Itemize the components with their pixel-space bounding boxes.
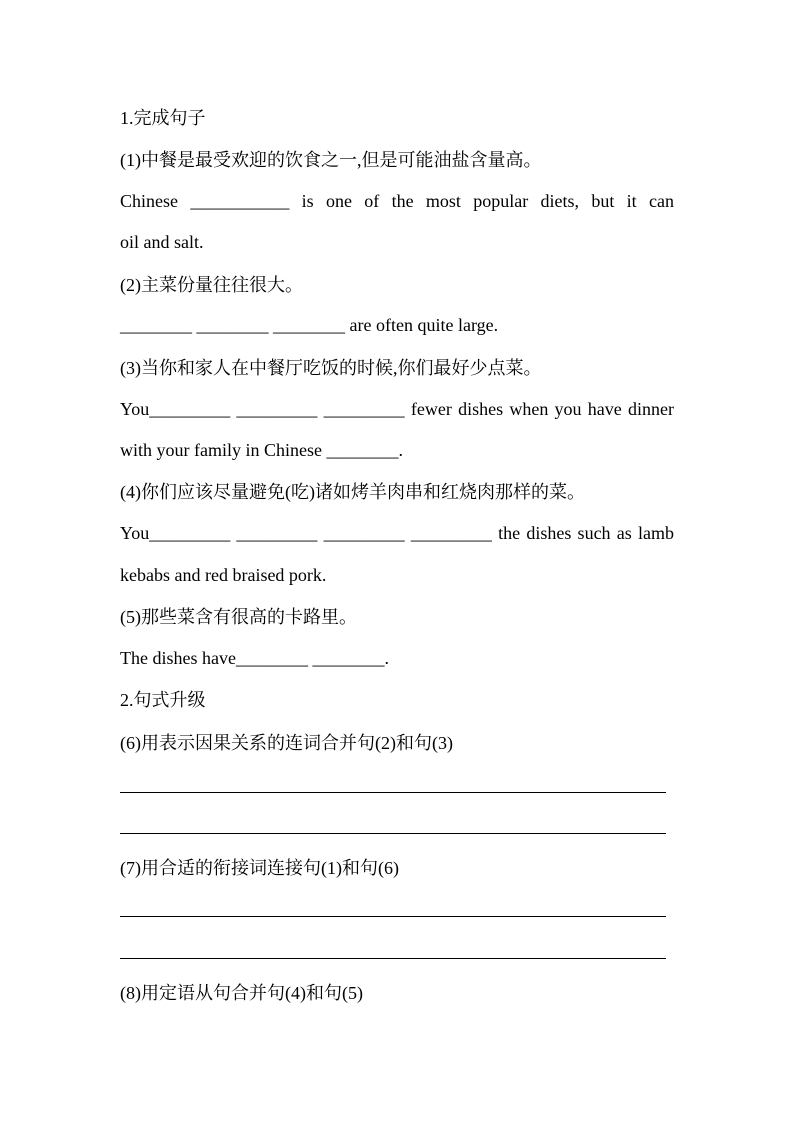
question-prompt: (2)主菜份量往往很大。 <box>120 275 303 295</box>
answer-line: Chinese ___________ is one of the most popular diets, but it can <box>120 191 674 211</box>
answer-line: with your family in Chinese ________. <box>120 440 403 460</box>
question-prompt: (8)用定语从句合并句(4)和句(5) <box>120 983 363 1003</box>
answer-rule <box>120 958 666 959</box>
answer-line: kebabs and red braised pork. <box>120 565 327 585</box>
section-heading: 2.句式升级 <box>120 690 206 710</box>
question-prompt: (3)当你和家人在中餐厅吃饭的时候,你们最好少点菜。 <box>120 358 542 378</box>
question-prompt: (5)那些菜含有很高的卡路里。 <box>120 607 357 627</box>
answer-line: The dishes have________ ________. <box>120 648 389 668</box>
answer-line: ________ ________ ________ are often quite large. <box>120 315 499 335</box>
answer-line: oil and salt. <box>120 232 204 252</box>
answer-line: You_________ _________ _________ fewer dishes when you have dinner <box>120 399 674 419</box>
section-heading: 1.完成句子 <box>120 108 206 128</box>
answer-rule <box>120 916 666 917</box>
answer-line: You_________ _________ _________ _________ the dishes such as lamb <box>120 523 674 543</box>
question-prompt: (4)你们应该尽量避免(吃)诸如烤羊肉串和红烧肉那样的菜。 <box>120 482 585 502</box>
question-prompt: (7)用合适的衔接词连接句(1)和句(6) <box>120 858 399 878</box>
answer-rule <box>120 792 666 793</box>
question-prompt: (6)用表示因果关系的连词合并句(2)和句(3) <box>120 733 453 753</box>
answer-rule <box>120 833 666 834</box>
question-prompt: (1)中餐是最受欢迎的饮食之一,但是可能油盐含量高。 <box>120 150 542 170</box>
